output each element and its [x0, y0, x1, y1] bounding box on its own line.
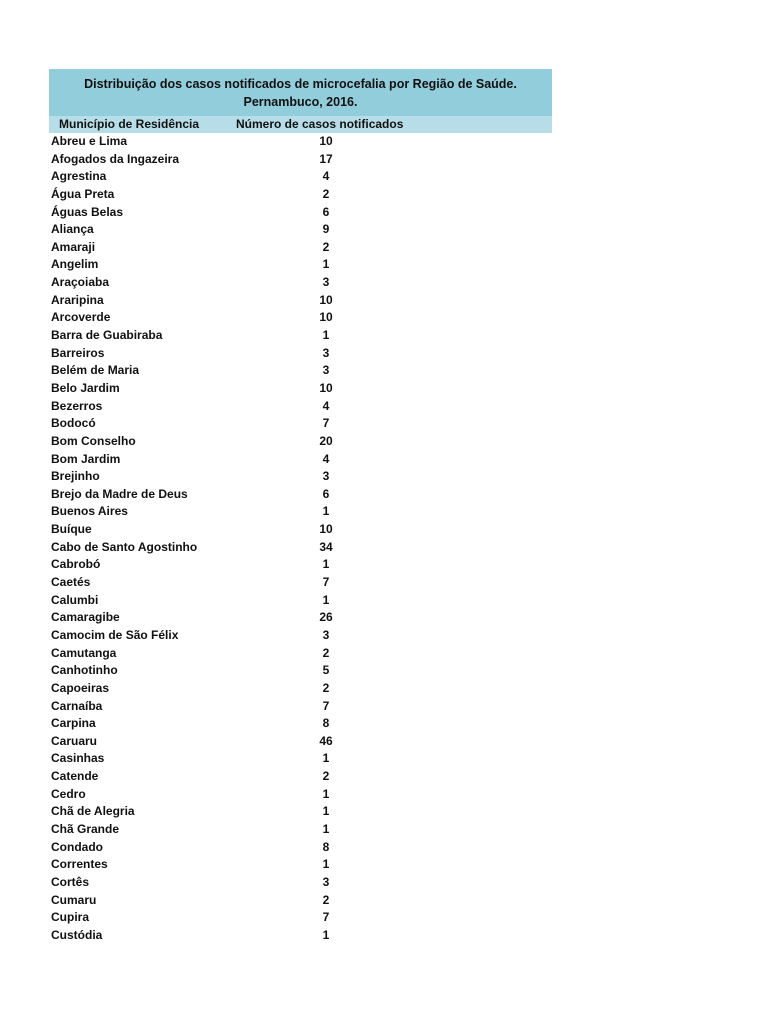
municipio-cell: Agrestina — [51, 169, 107, 184]
title-line-2: Pernambuco, 2016. — [243, 94, 358, 109]
table-row — [49, 539, 552, 557]
table-row — [49, 556, 552, 574]
table-body — [49, 133, 552, 944]
header-casos: Número de casos notificados — [236, 117, 404, 131]
table-row — [49, 186, 552, 204]
casos-cell: 7 — [322, 698, 330, 713]
table-row — [49, 786, 552, 804]
casos-cell: 7 — [322, 910, 330, 925]
municipio-cell: Correntes — [51, 857, 108, 872]
casos-cell: 1 — [322, 786, 330, 801]
table-row — [49, 698, 552, 716]
casos-cell: 1 — [322, 257, 330, 272]
table-row — [49, 345, 552, 363]
casos-cell: 20 — [319, 433, 333, 448]
casos-cell: 26 — [319, 610, 333, 625]
table-row — [49, 256, 552, 274]
casos-cell: 1 — [322, 328, 330, 343]
table-row — [49, 503, 552, 521]
municipio-cell: Água Preta — [51, 186, 115, 201]
casos-cell: 10 — [319, 292, 333, 307]
casos-cell: 7 — [322, 575, 330, 590]
municipio-cell: Araçoiaba — [51, 275, 110, 290]
municipio-cell: Bom Jardim — [51, 451, 121, 466]
municipio-cell: Belo Jardim — [51, 380, 120, 395]
municipio-cell: Arcoverde — [51, 310, 111, 325]
municipio-cell: Buenos Aires — [51, 504, 128, 519]
table-row — [49, 768, 552, 786]
casos-cell: 2 — [322, 769, 330, 784]
municipio-cell: Custódia — [51, 927, 103, 942]
municipio-cell: Afogados da Ingazeira — [51, 151, 180, 166]
casos-cell: 3 — [322, 627, 330, 642]
table-row — [49, 204, 552, 222]
casos-cell: 3 — [322, 874, 330, 889]
casos-cell: 10 — [319, 134, 333, 148]
table-row — [49, 715, 552, 733]
municipio-cell: Carnaíba — [51, 698, 103, 713]
casos-cell: 4 — [322, 451, 330, 466]
table-row — [49, 151, 552, 169]
table-row — [49, 733, 552, 751]
table-row — [49, 627, 552, 645]
municipio-cell: Brejinho — [51, 469, 100, 484]
municipio-cell: Chã de Alegria — [51, 804, 135, 819]
casos-cell: 1 — [322, 751, 330, 766]
municipio-cell: Angelim — [51, 257, 99, 272]
casos-cell: 10 — [319, 380, 333, 395]
municipio-cell: Casinhas — [51, 751, 105, 766]
column-header-row — [49, 116, 552, 133]
casos-cell: 8 — [322, 716, 330, 731]
table-row — [49, 451, 552, 469]
table-row — [49, 874, 552, 892]
casos-cell: 2 — [322, 239, 330, 254]
table-row — [49, 415, 552, 433]
casos-cell: 6 — [322, 204, 330, 219]
casos-cell: 3 — [322, 363, 330, 378]
casos-cell: 4 — [322, 398, 330, 413]
casos-cell: 34 — [319, 539, 333, 554]
table-row — [49, 433, 552, 451]
casos-cell: 2 — [322, 680, 330, 695]
municipio-cell: Belém de Maria — [51, 363, 140, 378]
table-row — [49, 927, 552, 945]
table-row — [49, 909, 552, 927]
casos-cell: 3 — [322, 275, 330, 290]
municipio-cell: Capoeiras — [51, 680, 110, 695]
municipio-cell: Camocim de São Félix — [51, 627, 179, 642]
municipio-cell: Buíque — [51, 522, 92, 537]
table-row — [49, 362, 552, 380]
table-row — [49, 521, 552, 539]
table-row — [49, 750, 552, 768]
table-row — [49, 821, 552, 839]
casos-cell: 1 — [322, 592, 330, 607]
municipio-cell: Bodocó — [51, 416, 96, 431]
casos-cell: 1 — [322, 927, 330, 942]
table-row — [49, 680, 552, 698]
table-row — [49, 327, 552, 345]
municipio-cell: Catende — [51, 769, 99, 784]
table-row — [49, 168, 552, 186]
table-row — [49, 609, 552, 627]
municipio-cell: Barra de Guabiraba — [51, 328, 163, 343]
municipio-cell: Aliança — [51, 222, 94, 237]
municipio-cell: Chã Grande — [51, 821, 120, 836]
casos-cell: 5 — [322, 663, 330, 678]
casos-cell: 46 — [319, 733, 333, 748]
casos-cell: 2 — [322, 892, 330, 907]
casos-cell: 7 — [322, 416, 330, 431]
table-row — [49, 398, 552, 416]
title-line-1: Distribuição dos casos notificados de microcefalia por Região de Saúde. — [84, 76, 517, 91]
casos-cell: 3 — [322, 469, 330, 484]
casos-cell: 17 — [319, 151, 333, 166]
table-row — [49, 274, 552, 292]
municipio-cell: Amaraji — [51, 239, 96, 254]
municipio-cell: Calumbi — [51, 592, 99, 607]
table-row — [49, 309, 552, 327]
casos-cell: 1 — [322, 804, 330, 819]
municipio-cell: Cabrobó — [51, 557, 101, 572]
municipio-cell: Caruaru — [51, 733, 98, 748]
municipio-cell: Carpina — [51, 716, 96, 731]
municipio-cell: Brejo da Madre de Deus — [51, 486, 188, 501]
municipio-cell: Abreu e Lima — [51, 134, 128, 148]
table-row — [49, 803, 552, 821]
municipio-cell: Bom Conselho — [51, 433, 136, 448]
table-row — [49, 133, 552, 151]
municipio-cell: Cabo de Santo Agostinho — [51, 539, 198, 554]
casos-cell: 1 — [322, 857, 330, 872]
municipio-cell: Camutanga — [51, 645, 117, 660]
municipio-cell: Bezerros — [51, 398, 103, 413]
municipio-cell: Águas Belas — [51, 204, 124, 219]
municipio-cell: Cortês — [51, 874, 90, 889]
table-row — [49, 856, 552, 874]
casos-cell: 2 — [322, 645, 330, 660]
municipio-cell: Araripina — [51, 292, 104, 307]
table-row — [49, 380, 552, 398]
table-row — [49, 239, 552, 257]
spreadsheet-table — [49, 69, 552, 944]
header-municipio: Município de Residência — [59, 117, 200, 131]
municipio-cell: Camaragibe — [51, 610, 120, 625]
municipio-cell: Cumaru — [51, 892, 97, 907]
table-row — [49, 892, 552, 910]
casos-cell: 1 — [322, 504, 330, 519]
table-row — [49, 486, 552, 504]
table-title — [49, 69, 552, 116]
municipio-cell: Condado — [51, 839, 103, 854]
casos-cell: 1 — [322, 821, 330, 836]
table-row — [49, 839, 552, 857]
municipio-cell: Caetés — [51, 575, 91, 590]
municipio-cell: Cedro — [51, 786, 86, 801]
municipio-cell: Canhotinho — [51, 663, 118, 678]
casos-cell: 9 — [322, 222, 330, 237]
casos-cell: 4 — [322, 169, 330, 184]
table-row — [49, 292, 552, 310]
casos-cell: 1 — [322, 557, 330, 572]
municipio-cell: Barreiros — [51, 345, 105, 360]
casos-cell: 10 — [319, 310, 333, 325]
casos-cell: 10 — [319, 522, 333, 537]
municipio-cell: Cupira — [51, 910, 90, 925]
casos-cell: 6 — [322, 486, 330, 501]
casos-cell: 3 — [322, 345, 330, 360]
table-row — [49, 662, 552, 680]
casos-cell: 8 — [322, 839, 330, 854]
table-row — [49, 221, 552, 239]
table-row — [49, 592, 552, 610]
table-row — [49, 574, 552, 592]
table-row — [49, 645, 552, 663]
casos-cell: 2 — [322, 186, 330, 201]
table-row — [49, 468, 552, 486]
